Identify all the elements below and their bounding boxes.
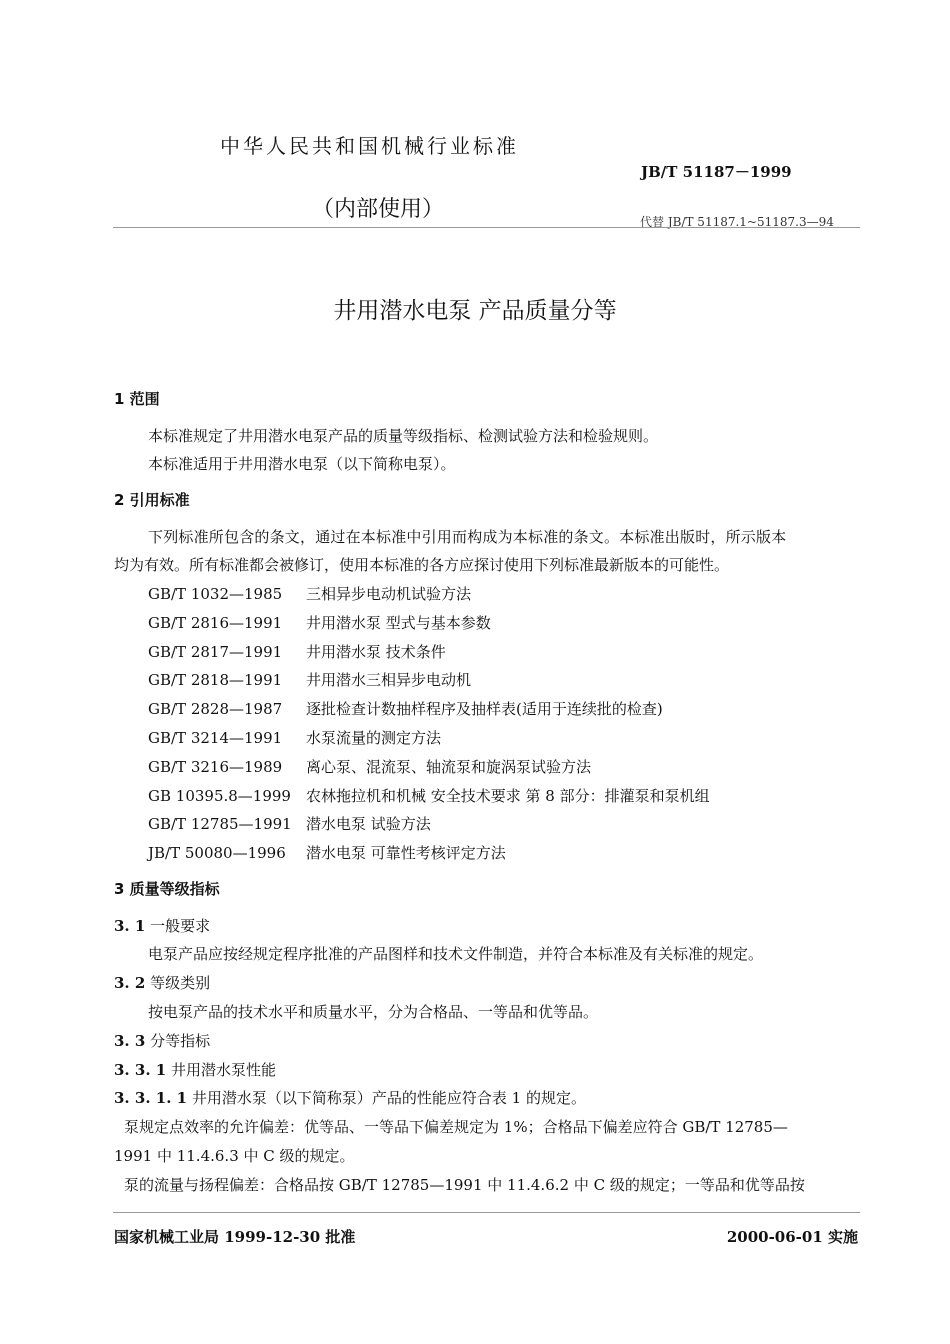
reference-item — [148, 612, 710, 641]
section-3-3-heading — [114, 1030, 210, 1052]
reference-code: GB 10395.8—1999 — [148, 786, 291, 805]
section-1-para-1: 本标准规定了井用潜水电泵产品的质量等级指标、检测试验方法和检验规则。 — [148, 427, 659, 445]
section-1-heading: 1 范围 — [114, 390, 160, 408]
reference-code: GB/T 2828—1987 — [148, 700, 283, 719]
reference-code: GB/T 3214—1991 — [148, 728, 283, 747]
section-3-2-heading — [114, 972, 210, 994]
clause-title: 一般要求 — [150, 917, 211, 935]
section-2-para-line-2: 均为有效。所有标准都会被修订，使用本标准的各方应探讨使用下列标准最新版本的可能性。 — [114, 556, 730, 574]
reference-code: GB/T 3216—1989 — [148, 757, 283, 776]
reference-title: 三相异步电动机试验方法 — [306, 585, 472, 603]
section-2-heading: 2 引用标准 — [114, 491, 190, 509]
clause-number: 3. 3. 1 — [114, 1061, 167, 1079]
clause-title: 分等指标 — [150, 1032, 211, 1050]
reference-code: GB/T 2818—1991 — [148, 671, 283, 690]
reference-item — [148, 727, 710, 756]
clause-title: 等级类别 — [150, 974, 211, 992]
clause-number: 3. 3 — [114, 1032, 146, 1050]
section-3-1-heading — [114, 915, 210, 937]
reference-item — [148, 756, 710, 785]
clause-title: 井用潜水泵性能 — [170, 1061, 276, 1079]
section-3-3-1-1-heading — [114, 1087, 586, 1109]
reference-title: 井用潜水泵 技术条件 — [306, 642, 446, 661]
reference-title: 离心泵、混流泵、轴流泵和旋涡泵试验方法 — [306, 757, 592, 776]
reference-item — [148, 698, 710, 727]
clause-number: 3. 1 — [114, 917, 146, 935]
reference-code: GB/T 1032—1985 — [148, 585, 283, 603]
footer-rule — [113, 1212, 860, 1213]
section-3-3-1-heading — [114, 1059, 276, 1081]
reference-title: 农林拖拉机和机械 安全技术要求 第 8 部分：排灌泵和泵机组 — [306, 786, 710, 805]
reference-item — [148, 583, 710, 612]
approval-note: 国家机械工业局 1999-12-30 批准 — [114, 1228, 356, 1246]
usage-note: （内部使用） — [312, 197, 445, 222]
reference-code: GB/T 2816—1991 — [148, 613, 283, 632]
reference-item — [148, 813, 710, 842]
reference-item — [148, 785, 710, 814]
reference-code: GB/T 12785—1991 — [148, 815, 292, 834]
section-3-1-para: 电泵产品应按经规定程序批准的产品图样和技术文件制造，并符合本标准及有关标准的规定。 — [148, 945, 764, 963]
section-1-para-2: 本标准适用于井用潜水电泵（以下简称电泵）。 — [148, 455, 456, 473]
reference-list — [148, 583, 710, 871]
reference-item — [148, 842, 710, 871]
clause-title: 井用潜水泵（以下简称泵）产品的性能应符合表 1 的规定。 — [191, 1089, 586, 1107]
clause-number: 3. 3. 1. 1 — [114, 1089, 188, 1107]
reference-title: 潜水电泵 可靠性考核评定方法 — [306, 844, 506, 863]
org-title: 中华人民共和国机械行业标准 — [220, 134, 519, 158]
standard-number: JB/T 51187－1999 — [641, 163, 792, 181]
reference-code: JB/T 50080—1996 — [148, 844, 286, 863]
reference-title: 水泵流量的测定方法 — [306, 728, 442, 747]
reference-title: 井用潜水泵 型式与基本参数 — [306, 613, 491, 632]
efficiency-para-line-1: 泵规定点效率的允许偏差：优等品、一等品下偏差规定为 1%；合格品下偏差应符合 GB/T 12785— — [124, 1118, 788, 1136]
reference-item — [148, 641, 710, 670]
reference-title: 潜水电泵 试验方法 — [306, 815, 431, 834]
efficiency-para-line-2: 1991 中 11.4.6.3 中 C 级的规定。 — [114, 1147, 355, 1165]
reference-title: 井用潜水三相异步电动机 — [306, 671, 472, 690]
section-3-2-para: 按电泵产品的技术水平和质量水平，分为合格品、一等品和优等品。 — [148, 1003, 599, 1021]
flow-para-line-1: 泵的流量与扬程偏差：合格品按 GB/T 12785—1991 中 11.4.6.2 中 C 级的规定；一等品和优等品按 — [124, 1176, 805, 1194]
reference-title: 逐批检查计数抽样程序及抽样表(适用于连续批的检查) — [306, 700, 663, 719]
section-3-heading: 3 质量等级指标 — [114, 880, 220, 898]
reference-code: GB/T 2817—1991 — [148, 642, 283, 661]
section-2-para-line-1: 下列标准所包含的条文，通过在本标准中引用而构成为本标准的条文。本标准出版时，所示版本 — [148, 528, 787, 546]
reference-item — [148, 669, 710, 698]
document-title: 井用潜水电泵 产品质量分等 — [333, 298, 617, 324]
replaces-note: 代替 JB/T 51187.1~51187.3—94 — [640, 215, 834, 229]
clause-number: 3. 2 — [114, 974, 146, 992]
header-rule — [113, 227, 860, 228]
effective-date: 2000-06-01 实施 — [726, 1228, 858, 1246]
